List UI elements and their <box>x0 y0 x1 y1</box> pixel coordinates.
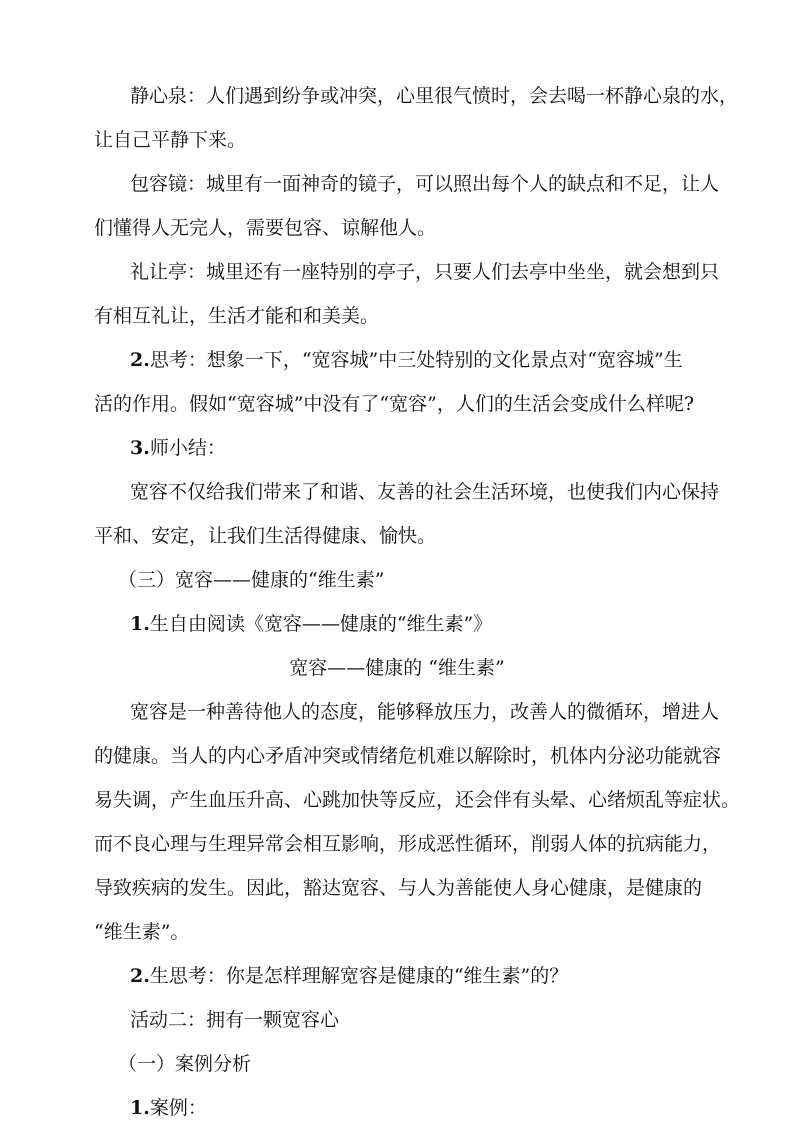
student-think-number: 2. <box>130 965 150 987</box>
reading-text: 生自由阅读《宽容——健康的“维生素”》 <box>149 613 493 635</box>
think-text: 思考：想象一下，“宽容城”中三处特别的文化景点对“宽容城”生 <box>149 349 683 371</box>
summary-text-line2: 平和、安定，让我们生活得健康、愉快。 <box>94 525 437 547</box>
summary-number: 3. <box>130 437 150 459</box>
reading-number: 1. <box>130 613 150 635</box>
student-think-question <box>130 964 568 988</box>
case-text: 案例： <box>149 1097 207 1119</box>
paragraph-baorongjing-line1: 包容镜：城里有一面神奇的镜子，可以照出每个人的缺点和不足，让人 <box>130 173 720 195</box>
think-question-line2: 活的作用。假如“宽容城”中没有了“宽容”，人们的生活会变成什么样呢? <box>94 393 695 415</box>
reading-instruction <box>130 612 492 636</box>
paragraph-lirangting-line1: 礼让亭：城里还有一座特别的亭子，只要人们去亭中坐坐，就会想到只 <box>130 261 720 283</box>
teacher-summary-heading <box>130 436 226 460</box>
think-question-line1 <box>130 348 683 372</box>
case-analysis-heading: （一）案例分析 <box>118 1053 252 1075</box>
paragraph-jingxinquan-line2: 让自己平静下来。 <box>94 129 247 151</box>
summary-text-line1: 宽容不仅给我们带来了和谐、友善的社会生活环境，也使我们内心保持 <box>130 481 720 503</box>
activity-two-heading: 活动二：拥有一颗宽容心 <box>130 1009 340 1031</box>
article-line1: 宽容是一种善待他人的态度，能够释放压力，改善人的微循环，增进人 <box>130 701 720 723</box>
article-title: 宽容——健康的 “维生素” <box>289 657 505 679</box>
article-line4: 而不良心理与生理异常会相互影响，形成恶性循环，削弱人体的抗病能力， <box>94 833 722 855</box>
summary-label: 师小结： <box>149 437 226 459</box>
case-number: 1. <box>130 1097 150 1119</box>
article-line5: 导致疾病的发生。因此，豁达宽容、与人为善能使人身心健康，是健康的 <box>94 877 703 899</box>
paragraph-baorongjing-line2: 们懂得人无完人，需要包容、谅解他人。 <box>94 217 437 239</box>
paragraph-jingxinquan-line1: 静心泉：人们遇到纷争或冲突，心里很气愤时，会去喝一杯静心泉的水， <box>130 85 739 107</box>
student-think-text: 生思考：你是怎样理解宽容是健康的“维生素”的？ <box>149 965 569 987</box>
article-line3: 易失调，产生血压升高、心跳加快等反应，还会伴有头晕、心绪烦乱等症状。 <box>94 789 741 811</box>
article-line2: 的健康。当人的内心矛盾冲突或情绪危机难以解除时，机体内分泌功能就容 <box>94 745 722 767</box>
section-three-heading: （三）宽容——健康的“维生素” <box>118 569 385 591</box>
case-label <box>130 1096 207 1120</box>
think-number: 2. <box>130 349 150 371</box>
paragraph-lirangting-line2: 有相互礼让，生活才能和和美美。 <box>94 305 380 327</box>
article-line6: “维生素”。 <box>94 921 190 943</box>
